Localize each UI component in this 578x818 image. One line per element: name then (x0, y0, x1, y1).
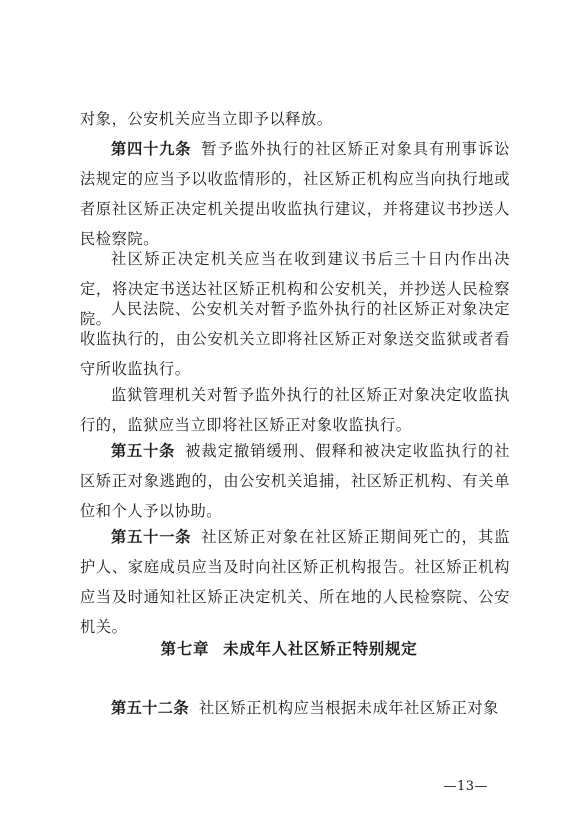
article-51-body: 社区矫正对象在社区矫正期间死亡的，其监护人、家庭成员应当及时向社区矫正机构报告。社区矫正机构应当及时通知社区矫正决定机关、所在地的人民检察院、公安机关。 (80, 528, 511, 636)
article-49 (80, 134, 510, 254)
chapter-title: 未成年人社区矫正特别规定 (223, 640, 418, 658)
page-number: —13— (443, 779, 488, 794)
article-51 (80, 522, 510, 642)
paragraph-prison (80, 380, 510, 440)
article-49-body: 暂予监外执行的社区矫正对象具有刑事诉讼法规定的应当予以收监情形的，社区矫正机构应当向执行地或者原社区矫正决定机关提出收监执行建议，并将建议书抄送人民检察院。 (80, 140, 511, 248)
article-50-body: 被裁定撤销缓刑、假释和被决定收监执行的社区矫正对象逃跑的，由公安机关追捕，社区矫正机构、有关单位和个人予以协助。 (80, 442, 510, 520)
article-52-number: 第五十二条 (111, 699, 189, 717)
paragraph-court (80, 294, 510, 384)
article-51-number: 第五十一条 (111, 528, 192, 546)
continued-paragraph (80, 104, 510, 134)
continued-text: 对象，公安机关应当立即予以释放。 (80, 110, 333, 128)
article-50-number: 第五十条 (111, 442, 176, 460)
paragraph-prison-text: 监狱管理机关对暂予监外执行的社区矫正对象决定收监执行的，监狱应当立即将社区矫正对象收监执行。 (80, 386, 510, 434)
article-52 (80, 693, 510, 723)
article-49-number: 第四十九条 (111, 140, 192, 158)
chapter-number: 第七章 (160, 640, 210, 658)
article-50 (80, 436, 510, 526)
paragraph-court-text: 人民法院、公安机关对暂予监外执行的社区矫正对象决定收监执行的，由公安机关立即将社区矫正对象送交监狱或者看守所收监执行。 (80, 300, 510, 378)
article-52-body: 社区矫正机构应当根据未成年社区矫正对象 (198, 699, 499, 717)
paragraph-decision-text: 社区矫正决定机关应当在收到建议书后三十日内作出决定，将决定书送达社区矫正机构和公安机关，并抄送人民检察院。 (80, 250, 510, 328)
chapter-heading (0, 634, 578, 664)
